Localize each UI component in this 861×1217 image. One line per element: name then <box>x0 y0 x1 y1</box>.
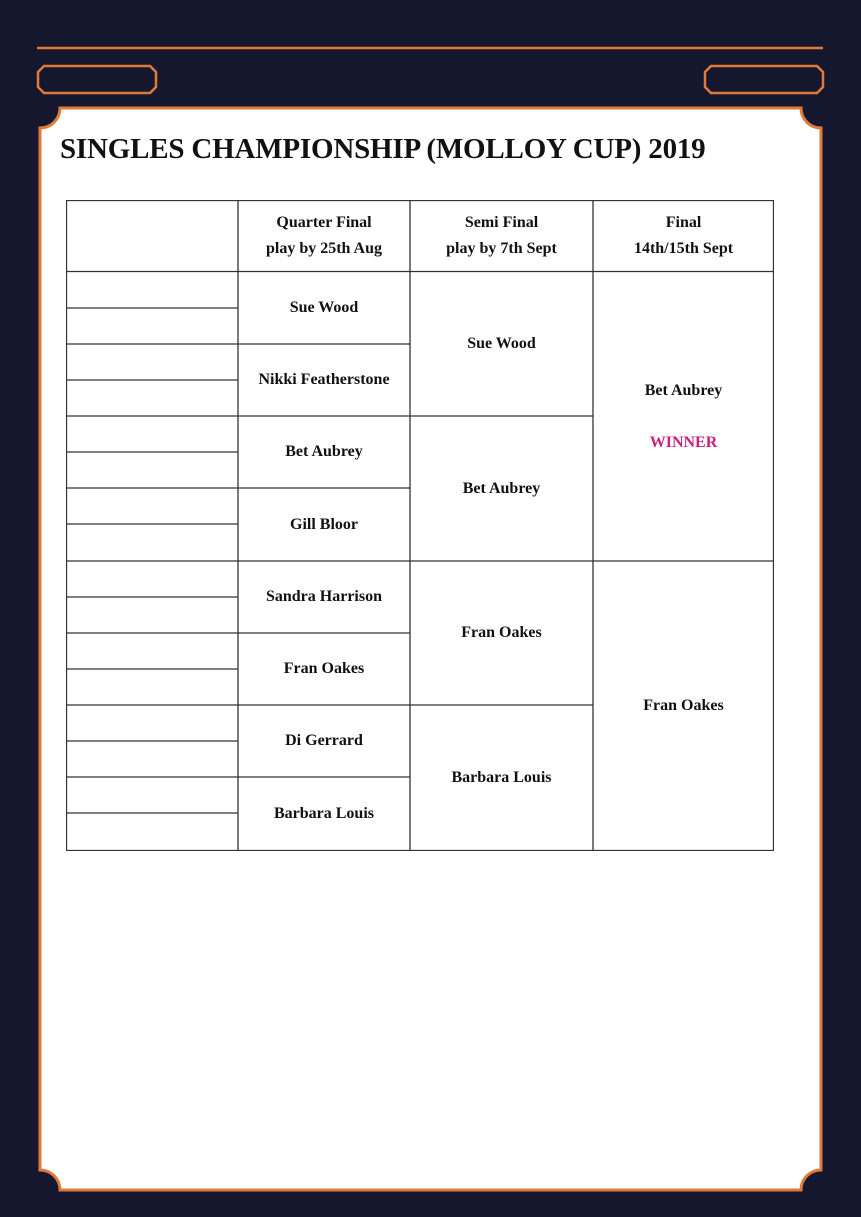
quarter-finalist: Sandra Harrison <box>265 588 382 605</box>
semi-finalist: Bet Aubrey <box>462 479 541 497</box>
header-quarter-final-date: play by 25th Aug <box>265 240 383 257</box>
header-semi-final-date: play by 7th Sept <box>446 240 557 257</box>
right-tab-ornament <box>705 66 823 93</box>
semi-finalist: Sue Wood <box>467 335 536 352</box>
header-semi-final-title: Semi Final <box>464 214 539 231</box>
left-tab-ornament <box>38 66 156 93</box>
header-semi-final <box>410 200 593 272</box>
quarter-finalist: Bet Aubrey <box>285 443 363 460</box>
finalist: Fran Oakes <box>643 697 724 714</box>
header-final-date: 14th/15th Sept <box>633 240 734 257</box>
winner-label: WINNER <box>649 433 718 451</box>
header-final <box>593 200 774 272</box>
quarter-finalist: Fran Oakes <box>283 660 365 677</box>
bracket-table <box>66 200 774 851</box>
semi-finalist: Barbara Louis <box>451 769 552 786</box>
semi-finalist: Fran Oakes <box>461 624 542 641</box>
header-quarter-final <box>238 200 410 272</box>
finalist-winner-cell <box>593 272 774 561</box>
quarter-finalist: Nikki Featherstone <box>258 371 390 388</box>
header-quarter-final-title: Quarter Final <box>276 214 372 231</box>
quarter-finalist: Sue Wood <box>289 299 359 316</box>
quarter-finalist: Gill Bloor <box>290 515 358 533</box>
quarter-finalist: Di Gerrard <box>285 732 363 749</box>
page-title: SINGLES CHAMPIONSHIP (MOLLOY CUP) 2019 <box>60 133 706 165</box>
finalist: Bet Aubrey <box>644 381 723 399</box>
header-final-title: Final <box>665 214 702 231</box>
quarter-finalist: Barbara Louis <box>273 805 374 822</box>
